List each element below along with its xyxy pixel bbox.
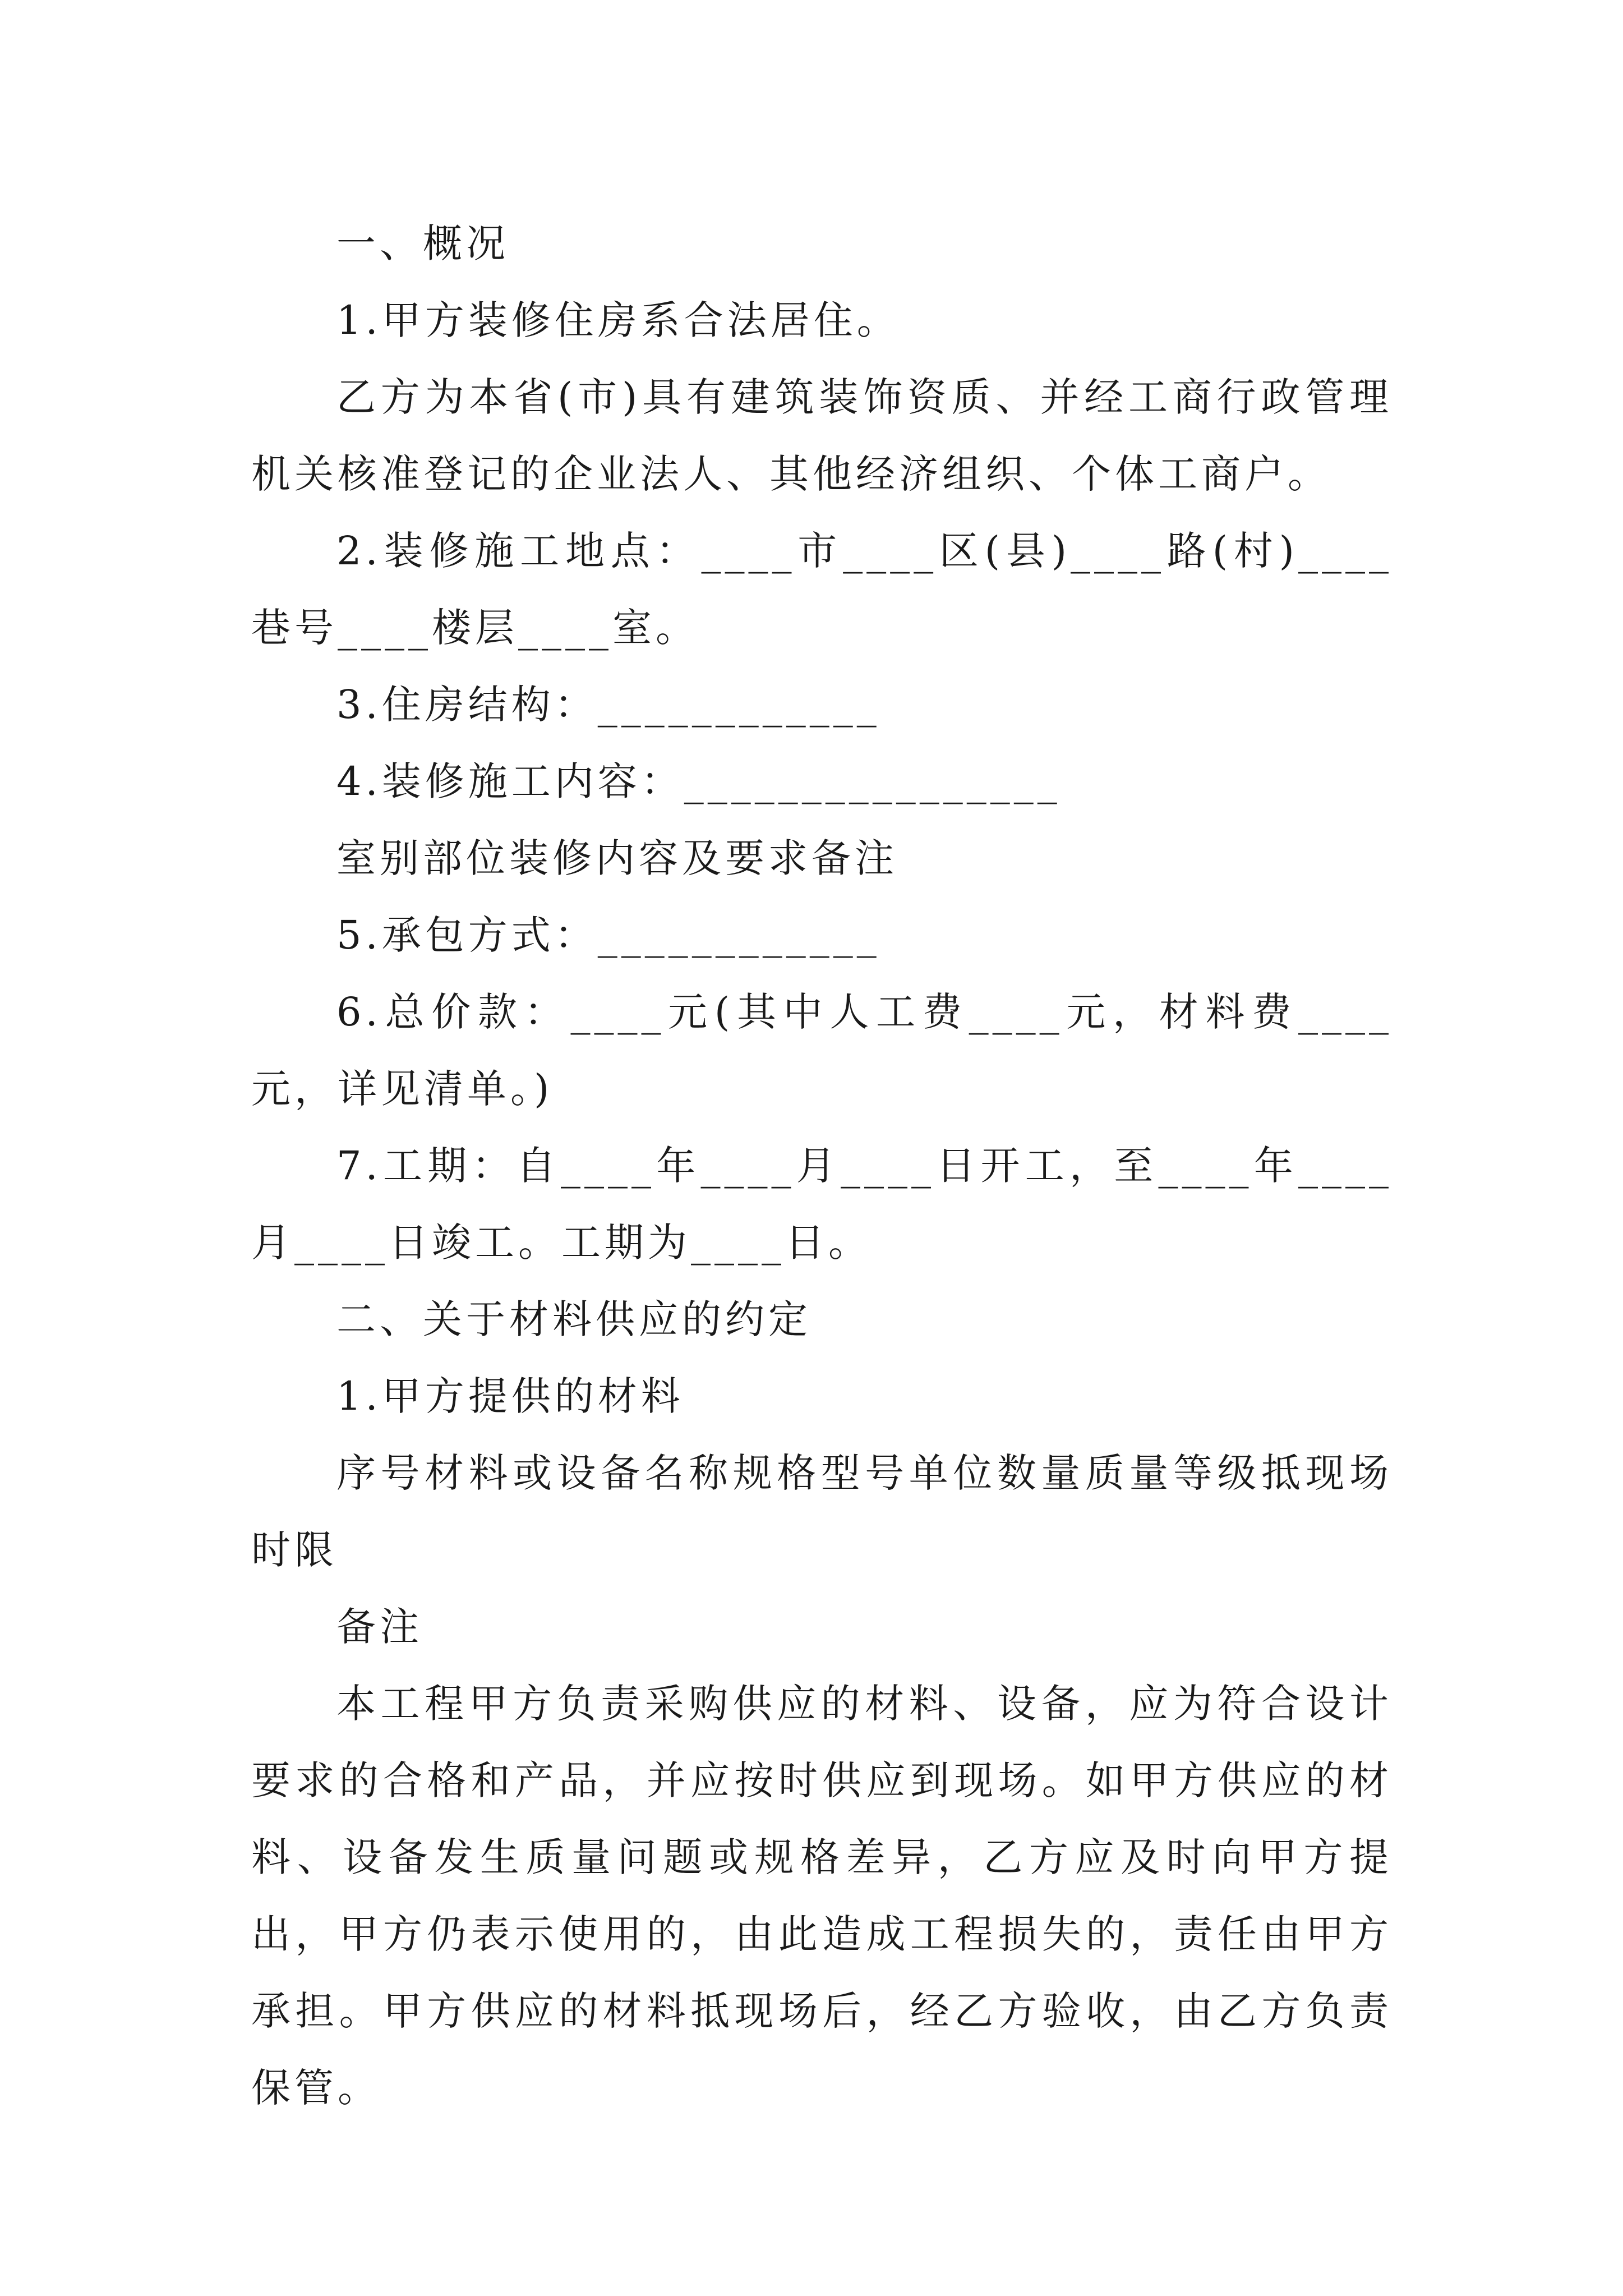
paragraph: 2.装修施工地点：____市____区(县)____路(村)____巷号____楼层____室。 — [251, 528, 1393, 651]
paragraph: 4.装修施工内容：________________ — [336, 758, 1061, 804]
paragraph: 1.甲方提供的材料 — [336, 1373, 684, 1419]
paragraph: 5.承包方式：____________ — [336, 912, 880, 958]
paragraph: 备注 — [336, 1604, 423, 1650]
paragraph: 1.甲方装修住房系合法居住。 — [336, 297, 900, 343]
document-body — [251, 205, 1393, 2127]
paragraph: 乙方为本省(市)具有建筑装饰资质、并经工商行政管理机关核准登记的企业法人、其他经济组织、个体工商户。 — [251, 374, 1393, 497]
paragraph: 室别部位装修内容及要求备注 — [336, 835, 898, 881]
paragraph: 7.工期：自____年____月____日开工，至____年____月____日竣工。工期为____日。 — [251, 1143, 1393, 1266]
paragraph: 本工程甲方负责采购供应的材料、设备，应为符合设计要求的合格和产品，并应按时供应到现场。如甲方供应的材料、设备发生质量问题或规格差异，乙方应及时向甲方提出，甲方仍表示使用的，由此造成工程损失的，责任由甲方承担。甲方供应的材料抵现场后，经乙方验收，由乙方负责保管。 — [251, 1681, 1393, 2111]
paragraph: 3.住房结构：____________ — [336, 682, 880, 728]
section-heading-overview: 一、概况 — [336, 220, 509, 266]
paragraph: 序号材料或设备名称规格型号单位数量质量等级抵现场时限 — [251, 1450, 1393, 1573]
paragraph: 6.总价款：____元(其中人工费____元，材料费____元，详见清单。) — [251, 989, 1393, 1112]
section-heading-materials: 二、关于材料供应的约定 — [336, 1296, 811, 1342]
